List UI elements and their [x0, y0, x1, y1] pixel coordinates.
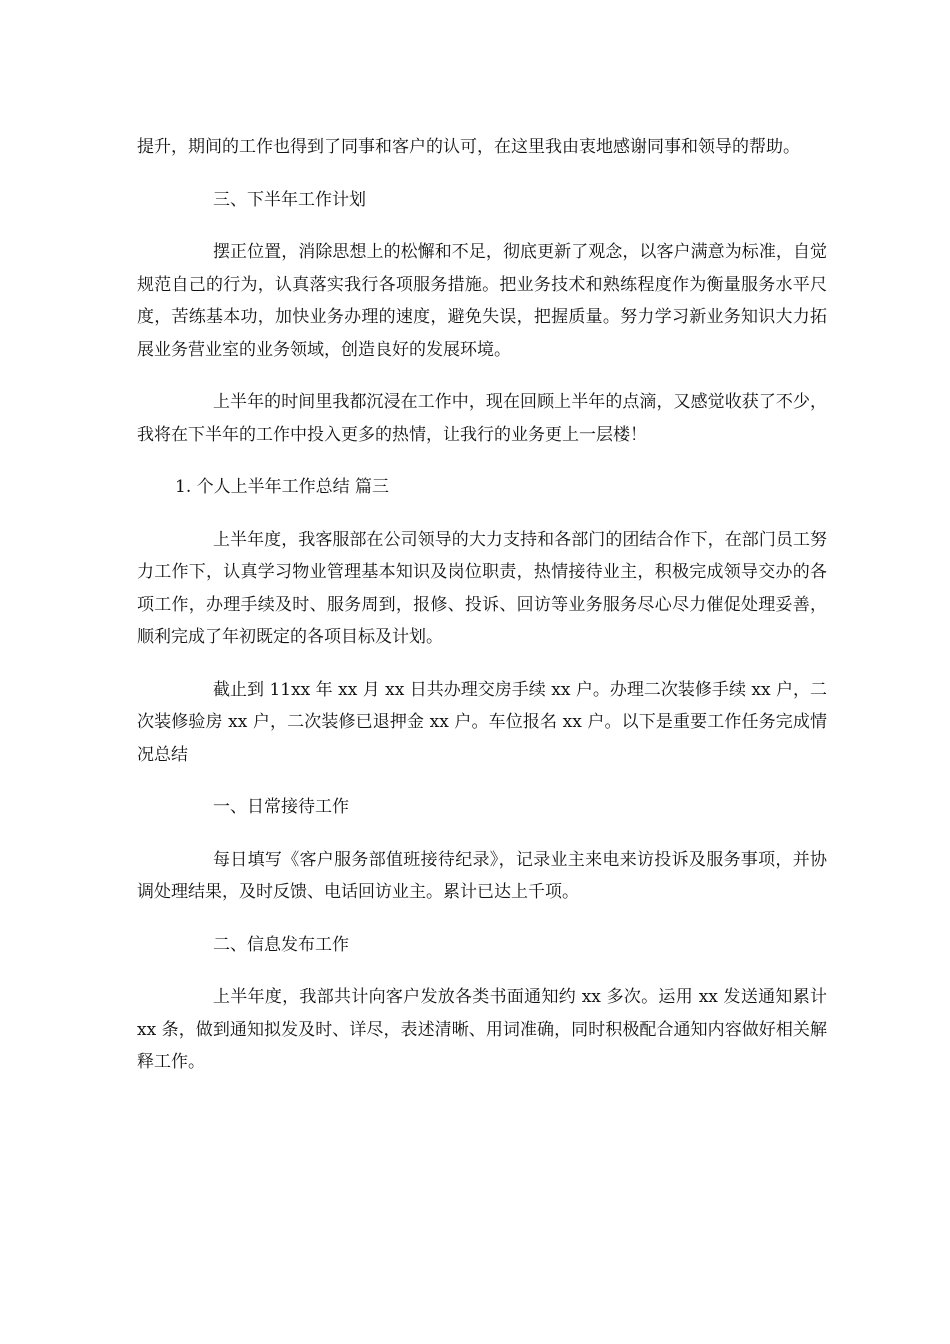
- paragraph-body: 摆正位置，消除思想上的松懈和不足，彻底更新了观念，以客户满意为标准，自觉规范自己的行为，认真落实我行各项服务措施。把业务技术和熟练程度作为衡量服务水平尺度，苦练基本功，加快业务办理的速度，避免失误，把握质量。努力学习新业务知识大力拓展业务营业室的业务领域，创造良好的发展环境。: [137, 242, 827, 360]
- section-heading-plan: 三、下半年工作计划: [213, 189, 366, 210]
- section-heading-reception: 一、日常接待工作: [213, 797, 349, 817]
- numbered-heading: 1. 个人上半年工作总结 篇三: [175, 477, 390, 497]
- document-page: [137, 131, 827, 1099]
- section-heading-information: 二、信息发布工作: [213, 934, 349, 955]
- paragraph-continuation: 提升，期间的工作也得到了同事和客户的认可，在这里我由衷地感谢同事和领导的帮助。: [137, 137, 800, 157]
- paragraph-body: 每日填写《客户服务部值班接待纪录》，记录业主来电来访投诉及服务事项，并协调处理结果，及时反馈、电话回访业主。累计已达上千项。: [137, 849, 827, 902]
- paragraph-body: 上半年度，我客服部在公司领导的大力支持和各部门的团结合作下，在部门员工努力工作下，认真学习物业管理基本知识及岗位职责，热情接待业主，积极完成领导交办的各项工作，办理手续及时、服务周到，报修、投诉、回访等业务服务尽心尽力催促处理妥善，顺利完成了年初既定的各项目标及计划。: [137, 529, 827, 647]
- paragraph-body: 截止到 11xx 年 xx 月 xx 日共办理交房手续 xx 户。办理二次装修手续 xx 户，二次装修验房 xx 户，二次装修已退押金 xx 户。车位报名 xx 户。以下是重要工作任务完成情况总结: [137, 679, 827, 765]
- paragraph-body: 上半年的时间里我都沉浸在工作中，现在回顾上半年的点滴，又感觉收获了不少，我将在下半年的工作中投入更多的热情，让我行的业务更上一层楼！: [137, 392, 827, 445]
- paragraph-body: 上半年度，我部共计向客户发放各类书面通知约 xx 多次。运用 xx 发送通知累计 xx 条，做到通知拟发及时、详尽，表述清晰、用词准确，同时积极配合通知内容做好相关解释工作。: [137, 987, 827, 1072]
